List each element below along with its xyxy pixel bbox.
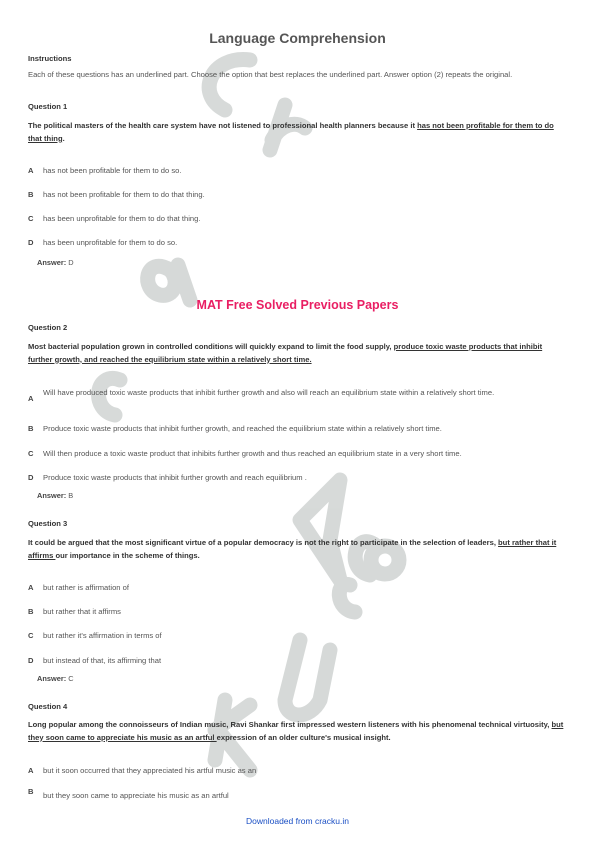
option-c[interactable] [28,630,568,643]
option-b[interactable] [28,189,568,202]
answer-1 [37,258,74,267]
answer-2 [37,491,73,500]
option-a[interactable] [28,165,568,178]
stem-underlined: produce toxic waste products that inhibit further growth, and reached the equilibrium state within a relatively short time. [28,342,543,364]
instructions-label: Instructions [28,54,72,63]
answer-value: D [68,258,74,267]
option-text: but instead of that, its affirming that [43,656,162,665]
option-c[interactable] [28,213,568,226]
answer-label: Answer: [37,674,67,683]
option-text: Produce toxic waste products that inhibit further growth and reach equilibrium . [43,473,307,482]
answer-value: C [68,674,74,683]
question-4-stem [28,719,568,744]
option-letter: D [28,238,34,247]
option-c[interactable] [28,448,568,461]
option-letter: A [28,394,34,403]
option-d[interactable] [28,472,568,485]
option-text: has been unprofitable for them to do that thing. [43,214,201,223]
option-text: but they soon came to appreciate his music as an artful [43,791,229,800]
option-a[interactable] [28,582,568,595]
option-text: but rather is affirmation of [43,583,129,592]
option-letter: C [28,631,34,640]
answer-label: Answer: [37,258,67,267]
promo-banner[interactable]: MAT Free Solved Previous Papers [196,298,399,312]
option-d[interactable] [28,655,568,668]
option-b[interactable] [28,606,568,619]
option-a[interactable] [28,387,568,406]
option-letter: D [28,473,34,482]
page-title: Language Comprehension [209,30,386,46]
stem-text: Most bacterial population grown in controlled conditions will quickly expand to limit the food supply, [28,342,394,351]
option-a[interactable] [28,765,568,778]
option-text: Will have produced toxic waste products that inhibit further growth and also will reach an equilibrium state within a relatively short time. [43,388,495,397]
option-text: has not been profitable for them to do that thing. [43,190,205,199]
stem-text: Long popular among the connoisseurs of Indian music, Ravi Shankar first impressed western listeners with his phenomenal technical virtuosity, [28,720,552,729]
stem-underlined: has not been profitable for them to do that thing [28,121,554,143]
question-3-label: Question 3 [28,519,68,528]
stem-underlined: but they soon came to appreciate his music as an artful [28,720,564,742]
option-letter: B [28,787,34,796]
option-text: but rather it's affirmation in terms of [43,631,162,640]
option-text: Will then produce a toxic waste product that inhibits further growth and thus reached an equilibrium state in a very short time. [43,449,462,458]
question-3-stem [28,537,568,562]
option-text: has not been profitable for them to do so. [43,166,182,175]
question-2-stem [28,341,568,366]
option-letter: B [28,190,34,199]
option-letter: C [28,214,34,223]
answer-3 [37,674,74,683]
stem-underlined: but rather that it affirms [28,538,557,560]
option-letter: B [28,607,34,616]
option-text: but it soon occurred that they appreciated his artful music as an [43,766,257,775]
stem-after: our importance in the scheme of things. [55,550,200,560]
option-d[interactable] [28,237,568,250]
option-letter: A [28,766,34,775]
option-text: has been unprofitable for them to do so. [43,238,178,247]
option-letter: A [28,583,34,592]
option-letter: B [28,424,34,433]
option-text: but rather that it affirms [43,607,121,616]
option-letter: C [28,449,34,458]
question-4-label: Question 4 [28,702,68,711]
answer-label: Answer: [37,491,67,500]
option-letter: D [28,656,34,665]
stem-after: expression of an older culture's musical insight. [216,732,391,742]
stem-text: The political masters of the health care system have not listened to professional health planners because it [28,121,418,130]
question-1-label: Question 1 [28,102,68,111]
option-b[interactable] [28,788,568,803]
option-b[interactable] [28,423,568,436]
stem-text: It could be argued that the most significant virtue of a popular democracy is not the right to participate in the selection of leaders, [28,538,499,547]
instructions-text: Each of these questions has an underlined part. Choose the option that best replaces the underlined part. Answer option (2) repeats the original. [28,70,513,79]
stem-after: . [62,133,65,143]
option-letter: A [28,166,34,175]
option-text: Produce toxic waste products that inhibit further growth, and reached the equilibrium state within a relatively short time. [43,424,442,433]
footer-link[interactable]: Downloaded from cracku.in [246,816,349,826]
question-2-label: Question 2 [28,323,68,332]
answer-value: B [68,491,74,500]
question-1-stem [28,120,568,145]
